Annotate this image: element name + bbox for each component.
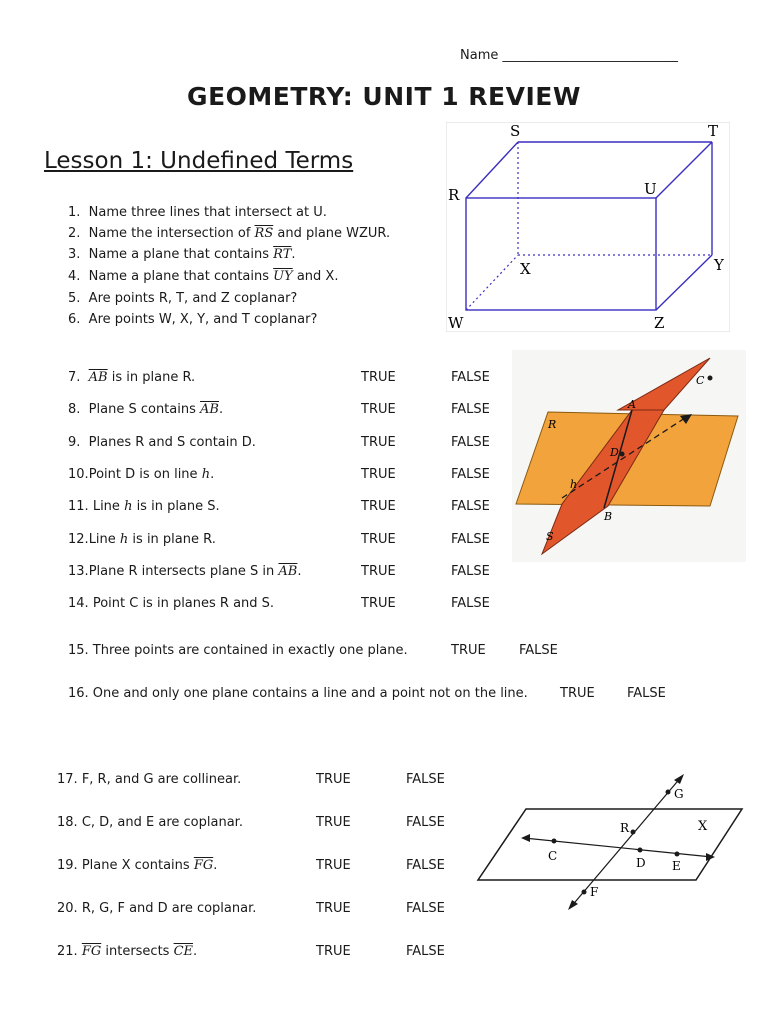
question-number: 10. — [68, 467, 89, 482]
point-C — [552, 839, 557, 844]
question-text: . — [297, 564, 302, 579]
arrowhead-icon — [568, 900, 578, 910]
plane-label-S: S — [546, 530, 554, 543]
false-option[interactable]: FALSE — [451, 532, 490, 547]
false-option[interactable]: FALSE — [451, 370, 490, 385]
question-text: . — [213, 858, 218, 873]
true-option[interactable]: TRUE — [361, 370, 396, 385]
question-text: Plane X contains — [77, 858, 194, 873]
question-text: Line — [88, 532, 120, 547]
point-label-G: G — [674, 787, 684, 801]
true-option[interactable]: TRUE — [316, 944, 351, 959]
question-number: 19. — [57, 858, 78, 873]
point-label-C: C — [548, 849, 558, 863]
question-number: 8. — [68, 402, 81, 417]
vertex-label-T: T — [708, 122, 719, 140]
question-text: Are points W, X, Y, and T coplanar? — [88, 312, 318, 327]
question-number: 3. — [68, 247, 81, 262]
true-option[interactable]: TRUE — [361, 596, 396, 611]
point-D — [638, 848, 643, 853]
true-option[interactable]: TRUE — [361, 467, 396, 482]
question-text: . — [210, 467, 215, 482]
question-text: and plane WZUR. — [273, 226, 391, 241]
question-text: Name the intersection of — [88, 226, 255, 241]
line-label: $\overline{UY}$ — [273, 269, 293, 284]
question-3 — [68, 247, 296, 262]
question-number: 2. — [68, 226, 81, 241]
question-19 — [57, 858, 217, 873]
ray-label: $\overline{RT}$ — [273, 247, 292, 262]
point-label-D: D — [610, 446, 619, 459]
question-text: Name a plane that contains — [88, 247, 274, 262]
true-option[interactable]: TRUE — [316, 858, 351, 873]
question-text: . — [218, 402, 224, 417]
question-text: Name a plane that contains — [88, 269, 274, 284]
question-7 — [68, 370, 195, 385]
false-option[interactable]: FALSE — [406, 858, 445, 873]
question-number: 13. — [68, 564, 89, 579]
line-name: h — [201, 467, 211, 482]
question-text: Are points R, T, and Z coplanar? — [88, 291, 298, 306]
question-text: . — [193, 944, 198, 959]
point-C — [708, 376, 713, 381]
question-number: 12. — [68, 532, 89, 547]
true-option[interactable]: TRUE — [560, 686, 595, 701]
vertex-label-W: W — [448, 314, 464, 332]
question-text: and X. — [292, 269, 339, 284]
question-text: . — [291, 247, 296, 262]
question-number: 11. — [68, 499, 89, 514]
question-11 — [68, 499, 220, 514]
vertex-label-Y: Y — [714, 256, 724, 274]
segment-label: $\overline{RS}$ — [254, 226, 274, 241]
point-D — [620, 452, 625, 457]
point-G — [666, 790, 671, 795]
question-text: C, D, and E are coplanar. — [77, 815, 243, 830]
true-option[interactable]: TRUE — [361, 402, 396, 417]
true-option[interactable]: TRUE — [361, 499, 396, 514]
question-number: 18. — [57, 815, 78, 830]
question-4 — [68, 269, 338, 284]
question-number: 17. — [57, 772, 78, 787]
plane-label-X: X — [698, 819, 708, 834]
question-text: Point C is in planes R and S. — [88, 596, 275, 611]
false-option[interactable]: FALSE — [451, 499, 490, 514]
point-label-F: F — [590, 885, 599, 899]
true-option[interactable]: TRUE — [361, 564, 396, 579]
question-21 — [57, 944, 197, 959]
question-20 — [57, 901, 256, 916]
question-number: 9. — [68, 435, 81, 450]
question-8 — [68, 402, 223, 417]
question-14 — [68, 596, 274, 611]
line-name: h — [119, 532, 129, 547]
question-number: 21. — [57, 944, 78, 959]
box-diagram — [446, 122, 730, 332]
question-text: 16. One and only one plane contains a line and a point not on the line. — [68, 686, 528, 701]
question-9 — [68, 435, 256, 450]
false-option[interactable]: FALSE — [451, 435, 490, 450]
point-label-D: D — [636, 856, 646, 870]
question-16 — [68, 686, 528, 701]
question-text: Line — [92, 499, 125, 514]
false-option[interactable]: FALSE — [406, 772, 445, 787]
intersecting-planes-diagram — [512, 350, 746, 562]
lesson-heading: Lesson 1: Undefined Terms — [44, 148, 354, 174]
line-label: $\overline{FG}$ — [81, 944, 102, 959]
question-2 — [68, 226, 390, 241]
false-option[interactable]: FALSE — [406, 944, 445, 959]
plane-label-R: R — [548, 418, 557, 431]
question-text: 15. Three points are contained in exactly one plane. — [68, 643, 408, 658]
question-text: Point D is on line — [88, 467, 202, 482]
question-text: Planes R and S contain D. — [88, 435, 256, 450]
false-option[interactable]: FALSE — [451, 596, 490, 611]
true-option[interactable]: TRUE — [316, 815, 351, 830]
true-option[interactable]: TRUE — [316, 901, 351, 916]
question-17 — [57, 772, 241, 787]
line-label: $\overline{FG}$ — [193, 858, 214, 873]
question-text: intersects — [101, 944, 174, 959]
point-label-B: B — [604, 510, 613, 523]
plane-x-diagram — [474, 768, 748, 916]
question-number: 1. — [68, 205, 81, 220]
question-text: R, G, F and D are coplanar. — [77, 901, 257, 916]
false-option[interactable]: FALSE — [406, 901, 445, 916]
vertex-label-X: X — [520, 260, 531, 278]
arrowhead-icon — [674, 774, 684, 784]
vertex-label-R: R — [448, 186, 460, 204]
question-text: is in plane R. — [128, 532, 216, 547]
false-option[interactable]: FALSE — [519, 643, 558, 658]
question-number: 7. — [68, 370, 81, 385]
point-label-E: E — [672, 859, 681, 873]
true-option[interactable]: TRUE — [451, 643, 486, 658]
question-10 — [68, 467, 214, 482]
point-F — [582, 890, 587, 895]
segment-label: $\overline{CE}$ — [173, 944, 194, 959]
question-18 — [57, 815, 243, 830]
line-name: h — [124, 499, 133, 514]
line-label-h: h — [570, 478, 578, 491]
question-5 — [68, 291, 297, 306]
question-number: 6. — [68, 312, 81, 327]
true-option[interactable]: TRUE — [361, 435, 396, 450]
point-E — [675, 852, 680, 857]
false-option[interactable]: FALSE — [406, 815, 445, 830]
question-text: Plane S contains — [88, 402, 201, 417]
question-text: F, R, and G are collinear. — [77, 772, 242, 787]
point-R — [631, 830, 636, 835]
question-number: 4. — [68, 269, 81, 284]
point-label-R: R — [620, 821, 630, 835]
question-13 — [68, 564, 302, 579]
question-number: 14. — [68, 596, 89, 611]
point-label-A: A — [628, 398, 636, 411]
question-6 — [68, 312, 317, 327]
question-1 — [68, 205, 327, 220]
vertex-label-S: S — [510, 122, 521, 140]
question-number: 5. — [68, 291, 81, 306]
line-label: $\overline{AB}$ — [88, 370, 108, 385]
question-12 — [68, 532, 216, 547]
false-option[interactable]: FALSE — [451, 564, 490, 579]
vertex-label-U: U — [644, 180, 657, 198]
point-label-C: C — [696, 374, 705, 387]
line-label: $\overline{AB}$ — [200, 402, 219, 417]
page-title: GEOMETRY: UNIT 1 REVIEW — [187, 82, 581, 111]
line-label: $\overline{AB}$ — [278, 564, 298, 579]
question-15 — [68, 643, 408, 658]
true-option[interactable]: TRUE — [316, 772, 351, 787]
question-text: is in plane S. — [132, 499, 220, 514]
false-option[interactable]: FALSE — [627, 686, 666, 701]
question-text: Name three lines that intersect at U. — [88, 205, 327, 220]
question-text: Plane R intersects plane S in — [88, 564, 279, 579]
question-text: is in plane R. — [107, 370, 196, 385]
false-option[interactable]: FALSE — [451, 467, 490, 482]
name-field[interactable]: Name ___________________________ — [460, 48, 678, 63]
vertex-label-Z: Z — [654, 314, 665, 332]
question-number: 20. — [57, 901, 78, 916]
true-option[interactable]: TRUE — [361, 532, 396, 547]
false-option[interactable]: FALSE — [451, 402, 490, 417]
